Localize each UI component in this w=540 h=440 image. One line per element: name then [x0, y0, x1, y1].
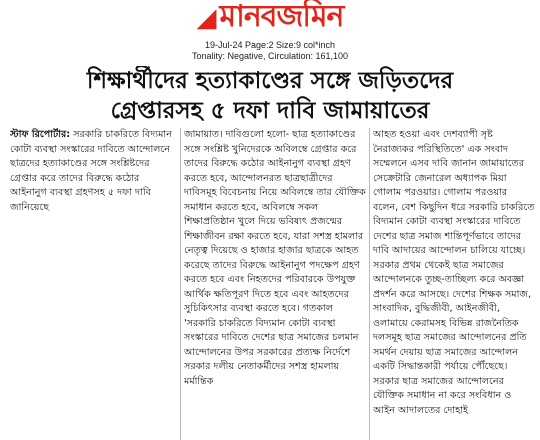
column-divider	[369, 128, 370, 440]
clipping-tonality: Tonality: Negative, Circulation: 161,100	[191, 51, 349, 61]
article-text-2: জামায়াত। দাবিগুলো হলো- ছাত্র হত্যাকাণ্ডের সঙ্গে সংশ্লিষ্ট খুনিদেরকে অবিলম্বে গ্রেপ্তার করে তাদের বিরুদ্ধে কঠোর আইনানুগ ব্যবস্থা গ্রহণ করতে হবে, আন্দোলনরত ছাত্রছাত্রীদের দাবিসমূহ বিবেচনায় নিয়ে অবিলম্বে তার যৌক্তিক সমাধান করতে হবে, অবিলম্বে সকল শিক্ষাপ্রতিষ্ঠান খুলে দিয়ে ভবিষ্যৎ প্রজন্মের শিক্ষাজীবন রক্ষা করতে হবে, যারা সশস্ত্র হামলার নেতৃত্ব দিয়েছে ও হাজার হাজার ছাত্রকে আহত করেছে তাদের বিরুদ্ধে আইনানুগ পদক্ষেপ গ্রহণ করতে হবে এবং নিহতদের পরিবারকে উপযুক্ত আর্থিক ক্ষতিপূরণ দিতে হবে এবং আহতদের সুচিকিৎসার ব্যবস্থা করতে হবে। গতকাল 'সরকারি চাকরিতে বিদ্যমান কোটা ব্যবস্থা সংস্কারের দাবিতে দেশের ছাত্র সমাজের চলমান আন্দোলনের উপর সরকারের প্রত্যক্ষ নির্দেশে সরকার দলীয় নেতাকর্মীদের সশস্ত্র হামলায় মর্মান্তিক	[184, 129, 366, 387]
headline-line-1: শিক্ষার্থীদের হত্যাকাণ্ডের সঙ্গে জড়িতদের	[86, 68, 454, 94]
newspaper-logo	[197, 0, 344, 35]
newspaper-masthead	[0, 0, 540, 34]
logo-brush-icon: ◢	[196, 3, 216, 33]
newspaper-name: মানবজমিন	[219, 0, 344, 34]
article-column-3	[373, 128, 535, 440]
article-text-1: সরকারি চাকরিতে বিদ্যমান কোটা ব্যবস্থা সংস্কারের দাবিতে আন্দোলনে ছাত্রদের হত্যাকাণ্ডের সঙ্গে সংশ্লিষ্টদের গ্রেপ্তার করে তাদের বিরুদ্ধে কঠোর আইনানুগ ব্যবস্থা গ্রহণসহ ৫ দফা দাবি জানিয়েছে	[10, 129, 172, 213]
byline: স্টাফ রিপোর্টার:	[10, 129, 71, 140]
article-column-1	[10, 128, 178, 228]
clipping-info: 19-Jul-24 Page:2 Size:9 col*inch	[204, 40, 336, 50]
article-text-3: আহত হওয়া এবং দেশব্যাপী সৃষ্ট নৈরাজ্যকর পরিস্থিতিতে' এক সংবাদ সম্মেলনে এসব দাবি জানান জামায়াতের সেক্রেটারি জেনারেল অধ্যাপক মিয়া গোলাম পরওয়ার। গোলাম পরওয়ার বলেন, বেশ কিছুদিন ধরে সরকারি চাকরিতে বিদ্যমান কোটা ব্যবস্থা সংস্কারের দাবিতে দেশের ছাত্র সমাজ শান্তিপূর্ণভাবে তাদের দাবি আদায়ের আন্দোলন চালিয়ে যাচ্ছে। সরকার প্রথম থেকেই ছাত্র সমাজের আন্দোলনকে তুচ্ছ-তাচ্ছিল্য করে অবজ্ঞা প্রদর্শন করে আসছে। দেশের শিক্ষক সমাজ, সাংবাদিক, বুদ্ধিজীবী, আইনজীবী, ওলামায়ে কেরামসহ বিভিন্ন রাজনৈতিক দলসমূহ ছাত্র সমাজের আন্দোলনের প্রতি সমর্থন দেয়ায় ছাত্র সমাজের আন্দোলন একটি সিদ্ধান্তকারী পর্যায়ে পৌঁছেছে। সরকার ছাত্র সমাজের আন্দোলনের যৌক্তিক সমাধান না করে সংবিধান ও আইন আদালতের দোহাই	[373, 129, 535, 416]
article-column-2	[184, 128, 366, 440]
column-divider	[180, 128, 181, 440]
headline-line-2: গ্রেপ্তারসহ ৫ দফা দাবি জামায়াতের	[110, 98, 430, 124]
